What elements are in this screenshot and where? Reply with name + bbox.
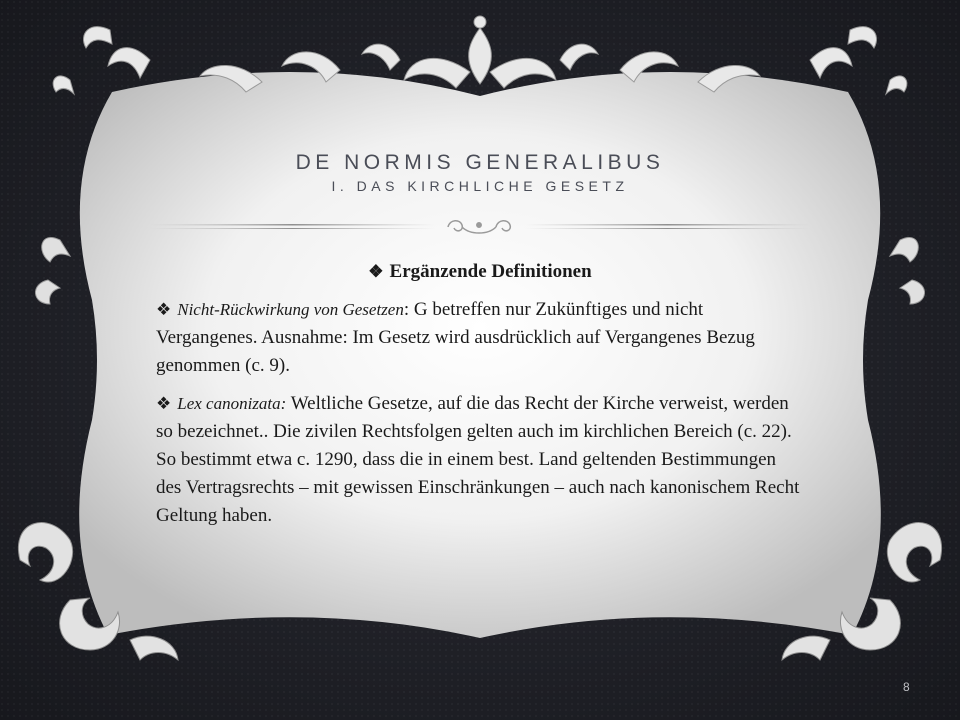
paragraph-text: Weltliche Gesetze, auf die das Recht der Kirche verweist, werden so bezeichnet.. Die zivilen Rechtsfolgen gelten auch im kirchlichen Bereich (c. 22). So bestimmt etwa c. 1290, dass die in einem best. Land geltenden Bestimmungen des Vertragsrechts – mit gewissen Einschränkungen – auch nach kanonischem Recht Geltung haben.: [156, 393, 800, 526]
diamond-bullet-icon: ❖: [156, 394, 172, 413]
slide-title: DE NORMIS GENERALIBUS: [295, 151, 665, 174]
scroll-flourish-icon: [448, 221, 510, 233]
list-item: [156, 390, 804, 530]
paragraph-text: : G betreffen nur Zukünftiges und nicht Vergangenes. Ausnahme: Im Gesetz wird ausdrücklich auf Vergangenes Bezug genommen (c. 9).: [156, 299, 755, 376]
slide-subtitle: I. DAS KIRCHLICHE GESETZ: [331, 178, 629, 194]
term-label: Nicht-Rückwirkung von Gesetzen: [177, 300, 404, 319]
title-block: [0, 150, 960, 196]
section-heading: ❖ Ergänzende Definitionen: [368, 261, 592, 282]
page-number: 8: [903, 680, 910, 694]
diamond-bullet-icon: ❖: [156, 300, 172, 319]
term-label: Lex canonizata:: [177, 394, 287, 413]
slide-content: [156, 258, 804, 540]
title-divider: [150, 215, 810, 239]
side-ornament-left: [35, 237, 70, 304]
diamond-bullet-icon: ❖: [368, 262, 384, 281]
list-item: [156, 296, 804, 380]
side-ornament-right: [890, 237, 925, 304]
